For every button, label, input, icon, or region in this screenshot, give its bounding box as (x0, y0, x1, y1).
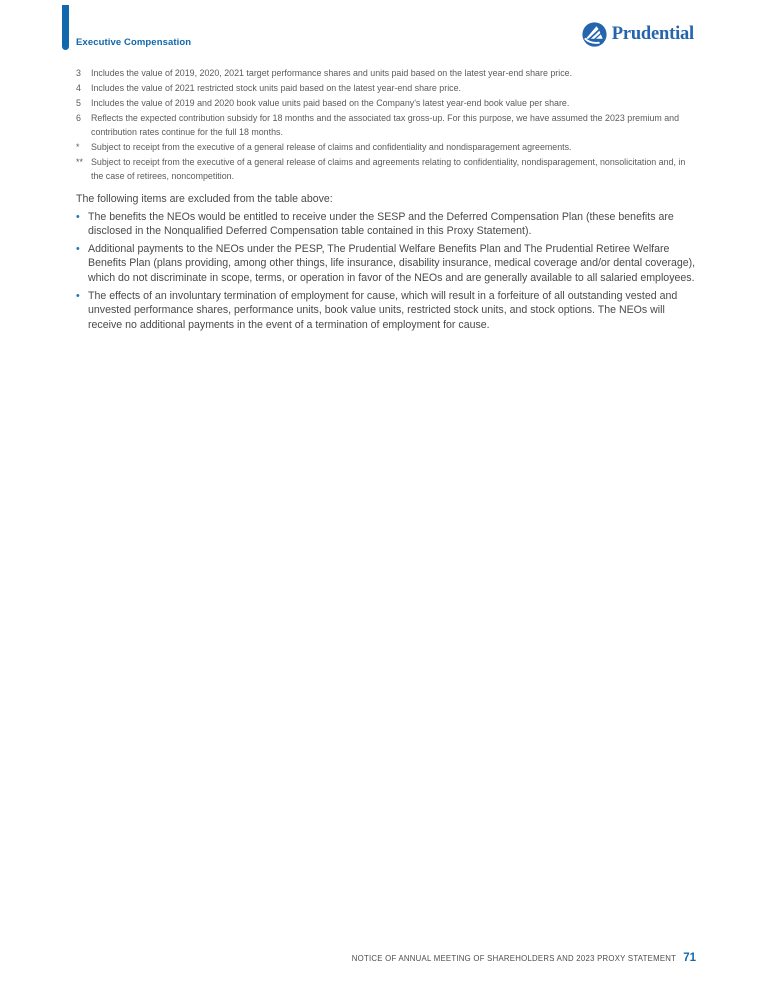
footnote-text: Subject to receipt from the executive of a general release of claims and confidentiality and nondisparagement agreements. (91, 142, 572, 152)
bullet-dot-icon: • (76, 289, 80, 302)
prudential-logo (582, 22, 694, 47)
main-content (76, 66, 696, 332)
list-item-text: Additional payments to the NEOs under the PESP, The Prudential Welfare Benefits Plan and The Prudential Retiree Welfare Benefits Plan (plans providing, among other things, life insurance, disability insurance, medical coverage and/or dental coverage), which do not discriminate in scope, terms, or operation in favor of the NEOs and are generally available to all salaried employees. (88, 242, 696, 284)
list-item (76, 289, 696, 333)
footnote-item-double-asterisk (76, 155, 696, 183)
footnote-item-6 (76, 111, 696, 139)
page-number: 71 (683, 952, 696, 964)
footnote-marker: * (76, 142, 80, 152)
footnote-item-4 (76, 81, 696, 95)
footnote-text: Includes the value of 2021 restricted stock units paid based on the latest year-end share price. (91, 83, 462, 93)
bullet-dot-icon: • (76, 210, 80, 223)
footnote-item-5 (76, 96, 696, 110)
prudential-rock-icon (582, 22, 607, 47)
page-footer (352, 952, 696, 964)
footer-title: NOTICE OF ANNUAL MEETING OF SHAREHOLDERS AND 2023 PROXY STATEMENT (351, 954, 677, 963)
footnote-text: Includes the value of 2019, 2020, 2021 target performance shares and units paid based on the latest year-end share price. (91, 68, 573, 78)
footnote-text: Includes the value of 2019 and 2020 book value units paid based on the Company's latest year-end book value per share. (91, 98, 570, 108)
footnote-marker: 4 (76, 83, 81, 93)
footnote-marker: 3 (76, 68, 81, 78)
list-item-text: The benefits the NEOs would be entitled to receive under the SESP and the Deferred Compensation Plan (these benefits are disclosed in the Nonqualified Deferred Compensation table contained in this Proxy Statement). (88, 210, 674, 238)
list-item (76, 242, 696, 286)
list-item (76, 210, 696, 239)
footnote-item-3 (76, 66, 696, 80)
footnote-item-asterisk (76, 140, 696, 154)
footnote-marker: 5 (76, 98, 81, 108)
footnote-marker: ** (76, 157, 83, 167)
footnote-text: Subject to receipt from the executive of a general release of claims and agreements relating to confidentiality, nondisparagement, nonsolicitation and, in the case of retirees, noncompetition. (91, 157, 686, 181)
section-label: Executive Compensation (76, 37, 192, 48)
excluded-items-list (76, 210, 696, 333)
footnote-marker: 6 (76, 113, 81, 123)
prudential-wordmark: Prudential (611, 24, 694, 44)
excluded-items-intro: The following items are excluded from the table above: (76, 193, 333, 205)
footnotes-list (76, 66, 696, 183)
bullet-dot-icon: • (76, 242, 80, 255)
list-item-text: The effects of an involuntary termination of employment for cause, which will result in a forfeiture of all outstanding vested and unvested performance shares, performance units, book value units, restricted stock units, and stock options. The NEOs will receive no additional payments in the event of a termination of employment for cause. (88, 289, 678, 331)
footnote-text: Reflects the expected contribution subsidy for 18 months and the associated tax gross-up. For this purpose, we have assumed the 2023 premium and contribution rates continue for the full 18 months. (91, 113, 680, 137)
section-accent-bar (62, 5, 69, 50)
